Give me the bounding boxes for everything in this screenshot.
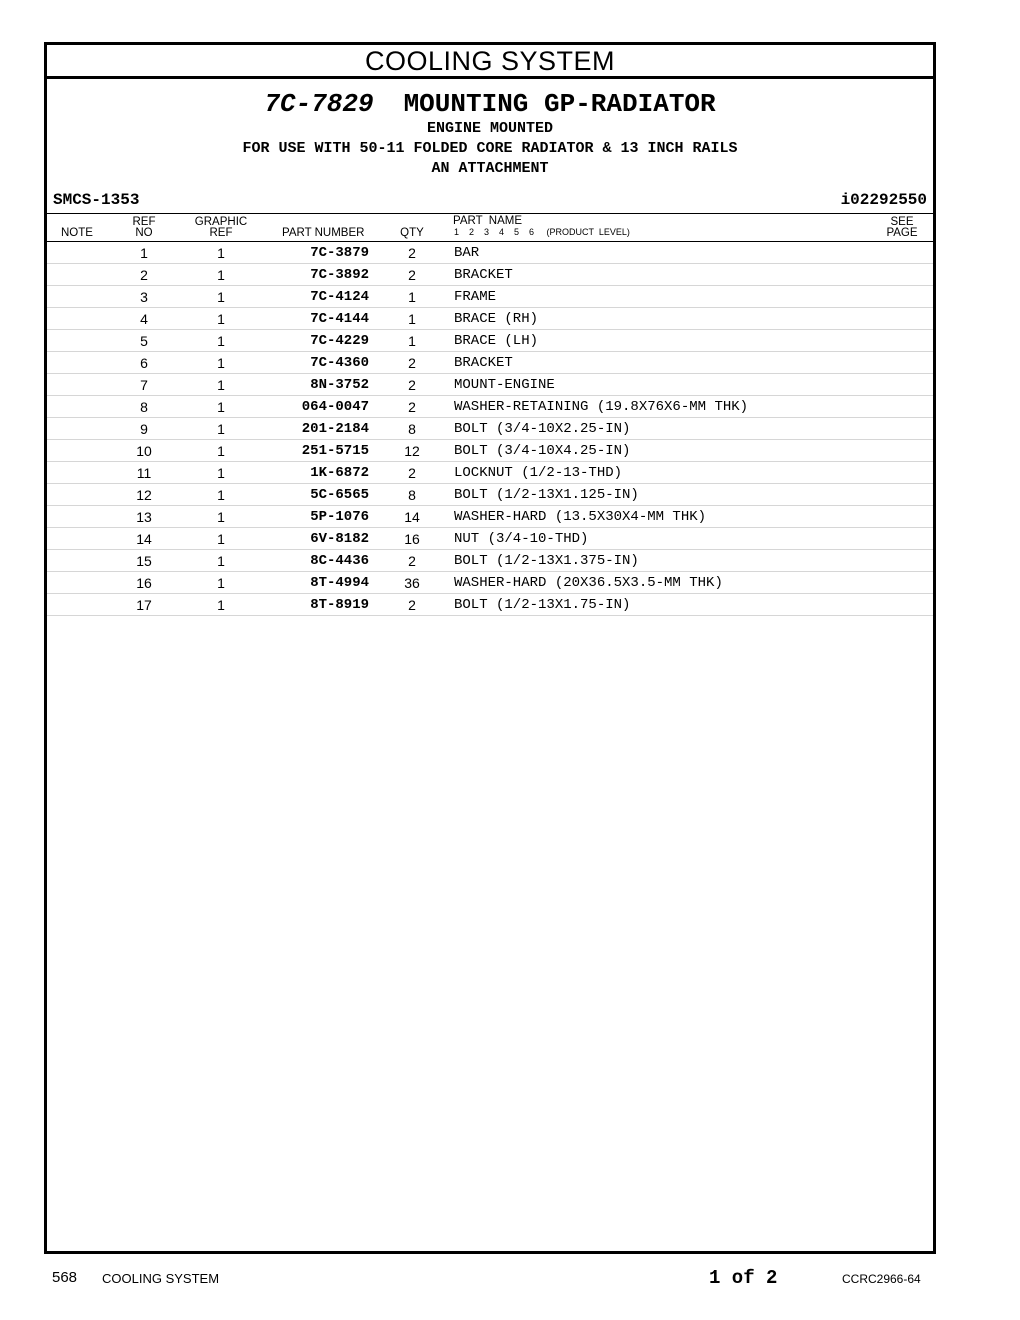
col-part-number: PART NUMBER (282, 227, 365, 239)
footer-doc-code: CCRC2966-64 (842, 1272, 921, 1286)
part-name-cell: LOCKNUT (1/2-13-THD) (454, 465, 623, 481)
smcs-code: SMCS-1353 (53, 191, 140, 209)
ref-no-cell: 12 (136, 487, 152, 503)
table-row (47, 594, 933, 616)
group-number: 7C-7829 (264, 89, 374, 119)
section-title: COOLING SYSTEM (47, 45, 933, 79)
col-qty: QTY (400, 227, 424, 239)
part-number-cell: 7C-4229 (310, 333, 369, 349)
part-name-cell: BOLT (3/4-10X4.25-IN) (454, 443, 631, 459)
graphic-ref-cell: 1 (217, 421, 225, 437)
part-number-cell: 201-2184 (301, 421, 369, 437)
qty-cell: 14 (404, 509, 420, 525)
qty-cell: 2 (408, 245, 416, 261)
code-bar (47, 189, 933, 214)
qty-cell: 2 (408, 465, 416, 481)
part-name-cell: MOUNT-ENGINE (454, 377, 555, 393)
part-number-cell: 064-0047 (301, 399, 369, 415)
group-note: AN ATTACHMENT (431, 160, 549, 177)
group-name: MOUNTING GP-RADIATOR (403, 89, 716, 119)
part-name-cell: BOLT (1/2-13X1.75-IN) (454, 597, 631, 613)
part-name-cell: BRACKET (454, 355, 513, 371)
table-row (47, 352, 933, 374)
part-number-cell: 5C-6565 (310, 487, 369, 503)
table-row (47, 418, 933, 440)
qty-cell: 2 (408, 597, 416, 613)
graphic-ref-cell: 1 (217, 289, 225, 305)
qty-cell: 2 (408, 355, 416, 371)
graphic-ref-cell: 1 (217, 597, 225, 613)
table-row (47, 242, 933, 264)
qty-cell: 1 (408, 333, 416, 349)
graphic-ref-cell: 1 (217, 465, 225, 481)
graphic-ref-cell: 1 (217, 355, 225, 371)
page-footer (0, 1266, 1020, 1290)
table-row (47, 550, 933, 572)
graphic-ref-cell: 1 (217, 245, 225, 261)
part-number-cell: 8N-3752 (310, 377, 369, 393)
part-name-cell: BRACE (RH) (454, 311, 539, 327)
col-note: NOTE (61, 227, 93, 239)
graphic-ref-cell: 1 (217, 333, 225, 349)
ref-no-cell: 9 (140, 421, 148, 437)
table-row (47, 440, 933, 462)
col-see-top: SEE (890, 216, 914, 228)
ref-no-cell: 14 (136, 531, 152, 547)
group-note: ENGINE MOUNTED (426, 120, 554, 137)
table-row (47, 308, 933, 330)
group-note: FOR USE WITH 50-11 FOLDED CORE RADIATOR & 13 INCH RAILS (242, 140, 738, 157)
part-name-cell: WASHER-RETAINING (19.8X76X6-MM THK) (454, 399, 749, 415)
qty-cell: 36 (404, 575, 420, 591)
qty-cell: 16 (404, 531, 420, 547)
part-name-cell: BOLT (1/2-13X1.375-IN) (454, 553, 639, 569)
qty-cell: 2 (408, 377, 416, 393)
graphic-ref-cell: 1 (217, 575, 225, 591)
qty-cell: 2 (408, 399, 416, 415)
col-graphic-top: GRAPHIC (194, 216, 248, 228)
qty-cell: 1 (408, 311, 416, 327)
ref-no-cell: 1 (140, 245, 148, 261)
part-number-cell: 251-5715 (301, 443, 369, 459)
footer-page-of: 1 of 2 (709, 1267, 778, 1289)
col-see-bottom: PAGE (886, 227, 918, 239)
ref-no-cell: 6 (140, 355, 148, 371)
ref-no-cell: 11 (136, 465, 152, 481)
parts-list (47, 242, 933, 616)
graphic-ref-cell: 1 (217, 443, 225, 459)
qty-cell: 2 (408, 553, 416, 569)
ref-no-cell: 7 (140, 377, 148, 393)
part-name-cell: BAR (454, 245, 480, 261)
ref-no-cell: 8 (140, 399, 148, 415)
table-row (47, 528, 933, 550)
graphic-ref-cell: 1 (217, 553, 225, 569)
qty-cell: 1 (408, 289, 416, 305)
ref-no-cell: 2 (140, 267, 148, 283)
part-number-cell: 7C-3879 (310, 245, 369, 261)
ref-no-cell: 15 (136, 553, 152, 569)
parts-page-frame (44, 42, 936, 1254)
col-part-name: PART NAME (453, 215, 523, 227)
graphic-ref-cell: 1 (217, 509, 225, 525)
table-row (47, 572, 933, 594)
part-number-cell: 7C-4124 (310, 289, 369, 305)
part-name-cell: WASHER-HARD (13.5X30X4-MM THK) (454, 509, 707, 525)
part-number-cell: 1K-6872 (310, 465, 369, 481)
ref-no-cell: 13 (136, 509, 152, 525)
graphic-ref-cell: 1 (217, 399, 225, 415)
footer-page-number: 568 (52, 1269, 78, 1286)
table-row (47, 264, 933, 286)
graphic-ref-cell: 1 (217, 311, 225, 327)
col-product-levels: 1 2 3 4 5 6 (PRODUCT LEVEL) (454, 227, 630, 237)
col-ref-top: REF (132, 216, 156, 228)
document-id: i02292550 (840, 191, 927, 209)
table-row (47, 484, 933, 506)
part-name-cell: BOLT (3/4-10X2.25-IN) (454, 421, 631, 437)
part-name-cell: FRAME (454, 289, 497, 305)
graphic-ref-cell: 1 (217, 487, 225, 503)
ref-no-cell: 5 (140, 333, 148, 349)
part-number-cell: 7C-4360 (310, 355, 369, 371)
ref-no-cell: 16 (136, 575, 152, 591)
graphic-ref-cell: 1 (217, 377, 225, 393)
table-row (47, 396, 933, 418)
part-name-cell: BOLT (1/2-13X1.125-IN) (454, 487, 639, 503)
part-name-cell: WASHER-HARD (20X36.5X3.5-MM THK) (454, 575, 723, 591)
table-row (47, 374, 933, 396)
qty-cell: 8 (408, 487, 416, 503)
graphic-ref-cell: 1 (217, 531, 225, 547)
qty-cell: 8 (408, 421, 416, 437)
part-name-cell: BRACKET (454, 267, 513, 283)
part-number-cell: 5P-1076 (310, 509, 369, 525)
group-heading (47, 89, 933, 179)
part-number-cell: 8T-8919 (310, 597, 369, 613)
table-row (47, 286, 933, 308)
ref-no-cell: 3 (140, 289, 148, 305)
qty-cell: 2 (408, 267, 416, 283)
ref-no-cell: 10 (136, 443, 152, 459)
part-number-cell: 7C-3892 (310, 267, 369, 283)
graphic-ref-cell: 1 (217, 267, 225, 283)
part-name-cell: NUT (3/4-10-THD) (454, 531, 589, 547)
table-row (47, 462, 933, 484)
part-number-cell: 6V-8182 (310, 531, 369, 547)
col-graphic-bottom: REF (209, 227, 233, 239)
part-name-cell: BRACE (LH) (454, 333, 539, 349)
col-ref-bottom: NO (135, 227, 153, 239)
part-number-cell: 8C-4436 (310, 553, 369, 569)
ref-no-cell: 4 (140, 311, 148, 327)
table-row (47, 330, 933, 352)
qty-cell: 12 (404, 443, 420, 459)
part-number-cell: 7C-4144 (310, 311, 369, 327)
footer-section: COOLING SYSTEM (102, 1271, 220, 1286)
table-row (47, 506, 933, 528)
ref-no-cell: 17 (136, 597, 152, 613)
group-title-line (47, 89, 933, 119)
column-header (47, 214, 933, 242)
part-number-cell: 8T-4994 (310, 575, 369, 591)
